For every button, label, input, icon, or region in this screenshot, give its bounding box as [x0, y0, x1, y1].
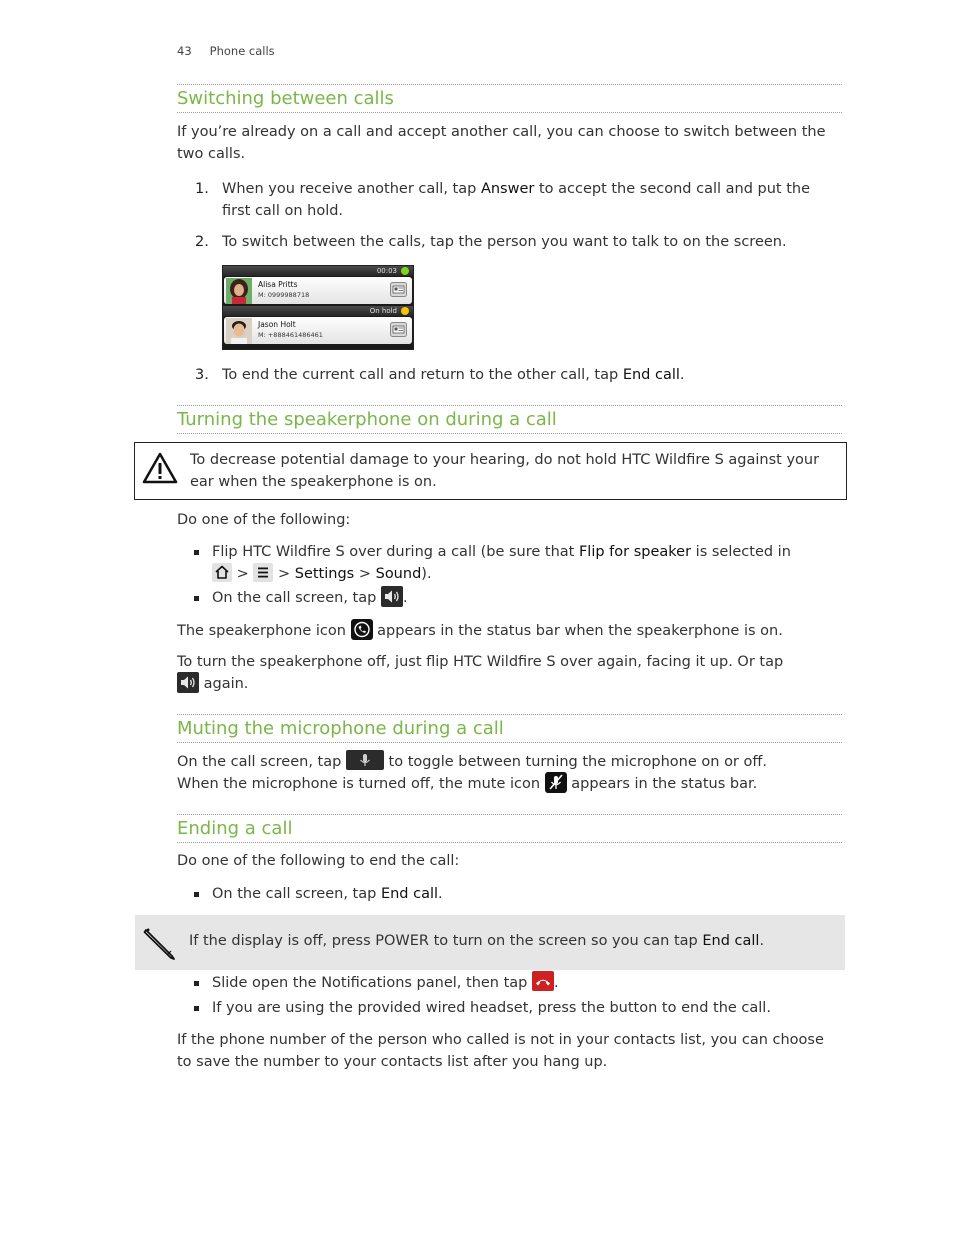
- mute-text: On the call screen, tap to toggle between turning the microphone on or off. When the microphone is turned off, the mute icon appears in the status bar.: [177, 751, 842, 795]
- on-hold-label: On hold: [369, 307, 397, 315]
- on-hold-call-row[interactable]: [224, 317, 412, 344]
- mute-button-icon: [346, 750, 384, 770]
- ending-bullet-end-call: On the call screen, tap End call.: [193, 883, 843, 905]
- speaker-turn-off-text: To turn the speakerphone off, just flip HTC Wildfire S over again, facing it up. Or tap again.: [177, 654, 784, 692]
- step-number: 2.: [195, 234, 209, 250]
- hold-contact-name: Jason Holt: [258, 320, 296, 329]
- heading-switching-calls: Switching between calls: [177, 84, 842, 113]
- speaker-bullet-flip: Flip HTC Wildfire S over during a call (be sure that Flip for speaker is selected in > > Settings > Sound).: [193, 541, 843, 585]
- end-call-label: End call: [380, 886, 439, 902]
- contact-card-icon[interactable]: [390, 282, 407, 297]
- sound-label: Sound: [375, 566, 422, 582]
- active-call-row[interactable]: [224, 277, 412, 304]
- speaker-button-icon: [381, 586, 403, 607]
- settings-label: Settings: [294, 566, 355, 582]
- step-text: To end the current call and return to the other call, tap End call.: [222, 367, 685, 383]
- contact-photo-alisa: [226, 278, 252, 304]
- switching-intro: If you’re already on a call and accept another call, you can choose to switch between the two calls.: [177, 124, 826, 162]
- ending-bullet-headset: [193, 997, 843, 1019]
- page-header: [177, 44, 275, 58]
- two-calls-screenshot: [222, 265, 414, 350]
- step-3: [195, 364, 835, 386]
- bullet-dot: [194, 550, 199, 555]
- hold-status-icon: [401, 307, 409, 315]
- on-hold-bar: [223, 306, 413, 316]
- note-box: [135, 915, 845, 970]
- step-1: [195, 178, 835, 222]
- warning-text: To decrease potential damage to your hearing, do not hold HTC Wildfire S against your ear when the speakerphone is on.: [190, 452, 820, 490]
- contact-card-icon[interactable]: [390, 322, 407, 337]
- active-status-icon: [401, 267, 409, 275]
- speaker-status-text: The speakerphone icon appears in the status bar when the speakerphone is on.: [177, 620, 842, 642]
- active-call-bar: [223, 266, 413, 276]
- bullet-dot: [194, 1006, 199, 1011]
- warning-icon: [142, 452, 178, 484]
- heading-speakerphone: Turning the speakerphone on during a call: [177, 405, 842, 434]
- heading-muting: Muting the microphone during a call: [177, 714, 842, 743]
- end-call-icon: [532, 971, 554, 991]
- answer-label: Answer: [480, 181, 535, 197]
- speaker-button-icon: [177, 672, 199, 693]
- headset-text: If you are using the provided wired headset, press the button to end the call.: [212, 1000, 771, 1016]
- speaker-do-one: Do one of the following:: [177, 512, 351, 528]
- ending-closing: If the phone number of the person who called is not in your contacts list, you can choose to save the number to your contacts list after you hang up.: [177, 1032, 824, 1070]
- bullet-dot: [194, 892, 199, 897]
- note-text: If the display is off, press POWER to turn on the screen so you can tap End call.: [189, 933, 765, 949]
- chapter-name: Phone calls: [209, 44, 275, 58]
- end-call-label: End call: [622, 367, 680, 383]
- active-contact-number: M: 0999988718: [258, 291, 310, 299]
- speakerphone-status-icon: [351, 619, 373, 640]
- speaker-bullet-tap: On the call screen, tap .: [193, 587, 843, 609]
- step-number: 1.: [195, 181, 209, 197]
- end-call-label: End call: [702, 933, 760, 949]
- page-number: 43: [177, 44, 192, 58]
- step-number: 3.: [195, 367, 209, 383]
- home-icon: [212, 563, 232, 582]
- step-text: To switch between the calls, tap the person you want to talk to on the screen.: [222, 234, 787, 250]
- mute-status-icon: [545, 772, 567, 793]
- call-timer: 00:03: [376, 267, 397, 275]
- bullet-dot: [194, 596, 199, 601]
- heading-ending-call: Ending a call: [177, 814, 842, 843]
- pencil-note-icon: [143, 926, 177, 960]
- active-contact-name: Alisa Pritts: [258, 280, 298, 289]
- warning-box: [134, 442, 847, 500]
- bullet-dot: [194, 981, 199, 986]
- flip-for-speaker-label: Flip for speaker: [578, 544, 692, 560]
- hold-contact-number: M: +888461486461: [258, 331, 323, 339]
- ending-bullet-notifications: Slide open the Notifications panel, then tap .: [193, 972, 843, 994]
- contact-photo-jason: [226, 318, 252, 344]
- menu-icon: [253, 563, 273, 582]
- step-text: When you receive another call, tap Answer to accept the second call and put the first call on hold.: [222, 181, 810, 219]
- ending-do-one: Do one of the following to end the call:: [177, 853, 460, 869]
- step-2: [195, 231, 835, 253]
